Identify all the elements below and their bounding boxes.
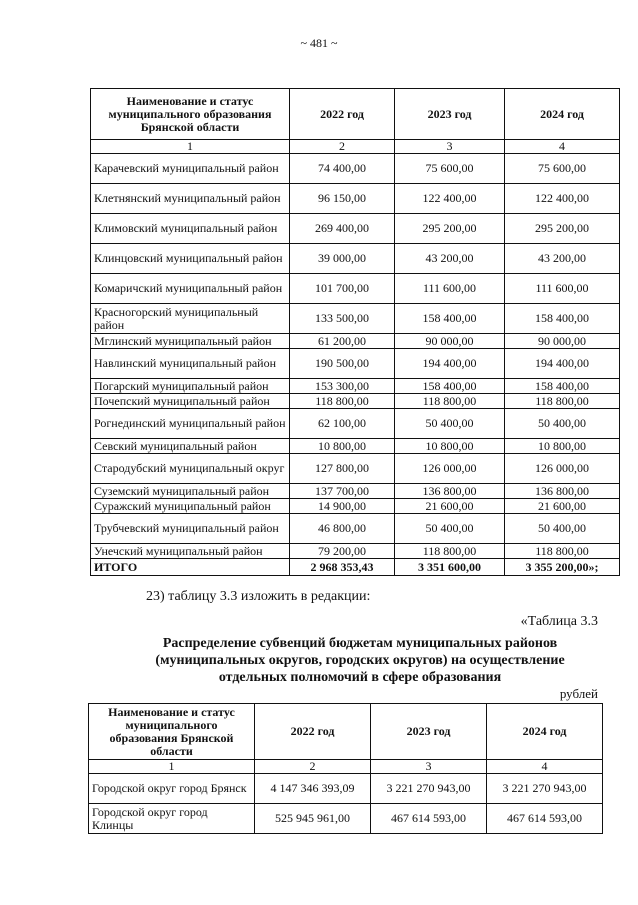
- amount-cell: 158 400,00: [505, 304, 620, 334]
- amount-cell: 269 400,00: [290, 214, 395, 244]
- subsidy-table-2: [88, 703, 603, 834]
- column-index-row: [89, 760, 603, 774]
- amount-cell: 50 400,00: [395, 409, 505, 439]
- amount-cell: 3 221 270 943,00: [371, 774, 487, 804]
- column-index-cell: 1: [91, 140, 290, 154]
- municipality-name-cell: Суземский муниципальный район: [91, 484, 290, 499]
- municipality-name-cell: Севский муниципальный район: [91, 439, 290, 454]
- amount-cell: 90 000,00: [395, 334, 505, 349]
- municipality-name-cell: Городской округ город Брянск: [89, 774, 255, 804]
- amount-cell: 43 200,00: [395, 244, 505, 274]
- amount-cell: 39 000,00: [290, 244, 395, 274]
- table-row: [91, 154, 620, 184]
- amount-cell: 194 400,00: [395, 349, 505, 379]
- table-row: [91, 544, 620, 559]
- table-row: [91, 184, 620, 214]
- municipality-name-cell: Стародубский муниципальный округ: [91, 454, 290, 484]
- column-index-cell: 3: [395, 140, 505, 154]
- amount-cell: 96 150,00: [290, 184, 395, 214]
- header-name: Наименование и статус муниципального образования Брянской области: [89, 704, 255, 760]
- amount-cell: 50 400,00: [505, 409, 620, 439]
- table-row: [91, 439, 620, 454]
- table-row: [91, 514, 620, 544]
- table-header-row: [89, 704, 603, 760]
- amount-cell: 74 400,00: [290, 154, 395, 184]
- amount-cell: 21 600,00: [505, 499, 620, 514]
- amount-cell: 50 400,00: [395, 514, 505, 544]
- municipality-name-cell: Климовский муниципальный район: [91, 214, 290, 244]
- amount-cell: 525 945 961,00: [255, 804, 371, 834]
- table-row: [89, 774, 603, 804]
- column-index-cell: 4: [505, 140, 620, 154]
- amount-cell: 127 800,00: [290, 454, 395, 484]
- table-row: [91, 454, 620, 484]
- municipality-name-cell: Комаричский муниципальный район: [91, 274, 290, 304]
- municipality-name-cell: Карачевский муниципальный район: [91, 154, 290, 184]
- amount-cell: 111 600,00: [395, 274, 505, 304]
- municipality-name-cell: Суражский муниципальный район: [91, 499, 290, 514]
- table-row: [91, 379, 620, 394]
- header-2022: 2022 год: [290, 89, 395, 140]
- amount-cell: 75 600,00: [505, 154, 620, 184]
- municipality-name-cell: Клинцовский муниципальный район: [91, 244, 290, 274]
- amount-cell: 158 400,00: [395, 379, 505, 394]
- amount-cell: 61 200,00: [290, 334, 395, 349]
- header-name: Наименование и статус муниципального образования Брянской области: [91, 89, 290, 140]
- amount-cell: 101 700,00: [290, 274, 395, 304]
- amount-cell: 158 400,00: [505, 379, 620, 394]
- amount-cell: 153 300,00: [290, 379, 395, 394]
- amount-cell: 126 000,00: [395, 454, 505, 484]
- amount-cell: 90 000,00: [505, 334, 620, 349]
- amount-cell: 467 614 593,00: [487, 804, 603, 834]
- units-label: рублей: [559, 686, 598, 701]
- column-index-row: [91, 140, 620, 154]
- municipality-name-cell: Унечский муниципальный район: [91, 544, 290, 559]
- total-amount-cell: 2 968 353,43: [290, 559, 395, 576]
- column-index-cell: 3: [371, 760, 487, 774]
- column-index-cell: 2: [290, 140, 395, 154]
- municipality-name-cell: Городской округ город Клинцы: [89, 804, 255, 834]
- header-2024: 2024 год: [505, 89, 620, 140]
- table-row: [91, 334, 620, 349]
- amount-cell: 137 700,00: [290, 484, 395, 499]
- table-row: [91, 409, 620, 439]
- header-2023: 2023 год: [371, 704, 487, 760]
- municipality-name-cell: Мглинский муниципальный район: [91, 334, 290, 349]
- amount-cell: 122 400,00: [505, 184, 620, 214]
- table-row: [91, 244, 620, 274]
- total-amount-cell: 3 351 600,00: [395, 559, 505, 576]
- column-index-cell: 2: [255, 760, 371, 774]
- table-row: [91, 349, 620, 379]
- municipality-name-cell: Погарский муниципальный район: [91, 379, 290, 394]
- column-index-cell: 4: [487, 760, 603, 774]
- table-row: [91, 394, 620, 409]
- amount-cell: 126 000,00: [505, 454, 620, 484]
- amount-cell: 136 800,00: [395, 484, 505, 499]
- amount-cell: 75 600,00: [395, 154, 505, 184]
- table-row: [91, 499, 620, 514]
- table-label: «Таблица 3.3: [520, 614, 598, 629]
- amount-cell: 79 200,00: [290, 544, 395, 559]
- amount-cell: 14 900,00: [290, 499, 395, 514]
- total-amount-cell: 3 355 200,00»;: [505, 559, 620, 576]
- municipality-name-cell: Клетнянский муниципальный район: [91, 184, 290, 214]
- amount-cell: 111 600,00: [505, 274, 620, 304]
- amount-cell: 133 500,00: [290, 304, 395, 334]
- instruction-text: 23) таблицу 3.3 изложить в редакции:: [146, 589, 371, 604]
- amount-cell: 118 800,00: [395, 544, 505, 559]
- subsidy-table-1: [90, 88, 620, 576]
- header-2022: 2022 год: [255, 704, 371, 760]
- header-2024: 2024 год: [487, 704, 603, 760]
- page-number: ~ 481 ~: [300, 36, 338, 50]
- amount-cell: 118 800,00: [395, 394, 505, 409]
- total-label-cell: ИТОГО: [91, 559, 290, 576]
- amount-cell: 10 800,00: [290, 439, 395, 454]
- amount-cell: 4 147 346 393,09: [255, 774, 371, 804]
- amount-cell: 194 400,00: [505, 349, 620, 379]
- column-index-cell: 1: [89, 760, 255, 774]
- table-row: [91, 214, 620, 244]
- amount-cell: 295 200,00: [395, 214, 505, 244]
- header-2023: 2023 год: [395, 89, 505, 140]
- amount-cell: 43 200,00: [505, 244, 620, 274]
- amount-cell: 3 221 270 943,00: [487, 774, 603, 804]
- amount-cell: 50 400,00: [505, 514, 620, 544]
- table-row: [89, 804, 603, 834]
- amount-cell: 118 800,00: [290, 394, 395, 409]
- total-row: [91, 559, 620, 576]
- municipality-name-cell: Рогнединский муниципальный район: [91, 409, 290, 439]
- amount-cell: 190 500,00: [290, 349, 395, 379]
- municipality-name-cell: Почепский муниципальный район: [91, 394, 290, 409]
- table-header-row: [91, 89, 620, 140]
- amount-cell: 122 400,00: [395, 184, 505, 214]
- municipality-name-cell: Навлинский муниципальный район: [91, 349, 290, 379]
- amount-cell: 10 800,00: [505, 439, 620, 454]
- amount-cell: 467 614 593,00: [371, 804, 487, 834]
- amount-cell: 62 100,00: [290, 409, 395, 439]
- table-row: [91, 484, 620, 499]
- table-title: Распределение субвенций бюджетам муниципальных районов (муниципальных округов, городских округов) на осуществление отдельных полномочий в сфере образования: [155, 636, 565, 685]
- amount-cell: 136 800,00: [505, 484, 620, 499]
- amount-cell: 158 400,00: [395, 304, 505, 334]
- amount-cell: 295 200,00: [505, 214, 620, 244]
- table-row: [91, 274, 620, 304]
- amount-cell: 10 800,00: [395, 439, 505, 454]
- table-row: [91, 304, 620, 334]
- amount-cell: 21 600,00: [395, 499, 505, 514]
- municipality-name-cell: Красногорский муниципальный район: [91, 304, 290, 334]
- amount-cell: 46 800,00: [290, 514, 395, 544]
- amount-cell: 118 800,00: [505, 394, 620, 409]
- municipality-name-cell: Трубчевский муниципальный район: [91, 514, 290, 544]
- amount-cell: 118 800,00: [505, 544, 620, 559]
